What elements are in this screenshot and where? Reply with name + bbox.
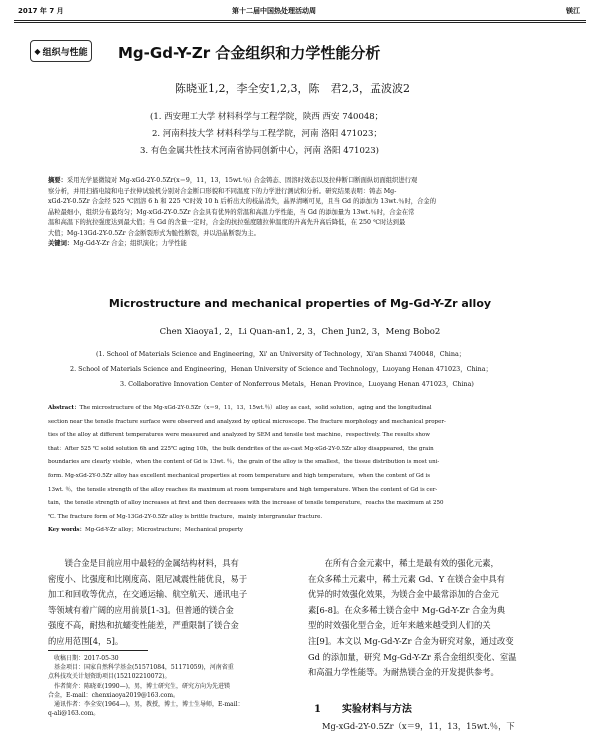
abstract-cn — [48, 176, 548, 250]
body-right-line: 素[6-8]。在众多稀土镁合金中 Mg-Gd-Y-Zr 合金为典 — [308, 604, 506, 615]
body-right-line: 注[9]。本文以 Mg-Gd-Y-Zr 合金为研究对象，通过改变 — [308, 635, 514, 646]
footnote-rule — [48, 650, 148, 651]
footnote-line: 点科技攻关计划资助项目(152102210072)。 — [48, 673, 171, 681]
abstract-cn-line: 温和高温下的抗拉强度达到最大值；当 Gd 的含量一定时，合金的抗拉强度随拉伸温度的升高先升高后降低，在 250 ℃时达到最 — [48, 219, 406, 226]
title-en: Microstructure and mechanical properties of Mg-Gd-Y-Zr alloy — [108, 297, 492, 310]
body-left-line: 密度小、比强度和比刚度高、阻尼减震性能优良，易于 — [48, 573, 248, 584]
abstract-cn-line: 采用光学显微镜对 Mg-xGd-2Y-0.5Zr(x＝9，11，13，15wt.％) 合金铸态、固溶时效态以及拉伸断口断面纵切面组织进行观 — [66, 177, 418, 184]
footnote-line: q-ali@163.com。 — [48, 710, 100, 718]
header-date: 2017 年 7 月 — [18, 7, 64, 15]
affiliation-en-2: 2. School of Materials Science and Engineering，Henan University of Science and Technology，Luoyang Henan 471023，China； — [70, 365, 492, 373]
footnote-line: 通讯作者：李全安(1964—)，男，教授，博士，博士生导师，E-mail： — [48, 701, 244, 709]
abstract-en-line: form. Mg-xGd-2Y-0.5Zr alloy has excellent mechanical properties at room temperature and high temperature，when the content of Gd is — [48, 472, 431, 479]
authors-cn: 陈晓亚1,2，李全安1,2,3，陈 君2,3，孟波波2 — [175, 82, 410, 95]
section-1-text: Mg-xGd-2Y-0.5Zr（x＝9，11，13，15wt.％，下 — [322, 721, 515, 731]
keywords-en-text: Mg-Gd-Y-Zr alloy；Microstructure；Mechanical property — [85, 527, 243, 534]
keywords-cn-text: Mg-Gd-Y-Zr 合金；组织演化；力学性能 — [73, 240, 187, 247]
footnote-line: 收稿日期：2017-05-30 — [48, 655, 119, 662]
header-rule — [14, 20, 586, 21]
body-left-column — [48, 556, 296, 650]
affiliation-cn-1: (1. 西安理工大学 材料科学与工程学院，陕西 西安 740048； — [150, 112, 384, 122]
section-tag-label: 组织与性能 — [42, 47, 88, 58]
body-right-line: Gd 的添加量，研究 Mg-Gd-Y-Zr 系合金组织变化、室温 — [308, 651, 517, 662]
body-right-line: 型的时效强化型合金，近年来越来越受到人们的关 — [308, 620, 491, 631]
authors-en: Chen Xiaoya1, 2，Li Quan-an1, 2, 3，Chen Jun2, 3，Meng Bobo2 — [159, 327, 441, 337]
keywords-cn-label: 关键词： — [48, 240, 74, 247]
tag-bullet-icon: ◆ — [34, 46, 41, 56]
affiliation-en-1: (1. School of Materials Science and Engineering，Xi' an University of Technology，Xi'an Shanxi 740048，China； — [96, 350, 466, 358]
abstract-en-line: The microstructure of the Mg-xGd-2Y-0.5Zr（x＝9，11，13，15wt.％）alloy as cast，solid solution，aging and the longitudinal — [79, 405, 432, 411]
body-right-line: 在所有合金元素中，稀土是最有效的强化元素， — [308, 558, 499, 568]
body-left-line: 等领域有着广阔的应用前景[1-3]。但普通的镁合金 — [48, 604, 234, 615]
abstract-en-line: ℃. The fracture form of Mg-13Gd-2Y-0.5Zr alloy is brittle fracture，mainly intergranular fracture. — [48, 513, 323, 520]
section-1-title: 实验材料与方法 — [341, 704, 412, 715]
abstract-en-line: boundaries are clearly visible，when the content of Gd is 13wt. ％，the grain of the alloy is the smallest，the tissue distribution is most uni- — [48, 459, 440, 466]
abstract-en-line: that：After 525 ℃ solid solution 6h and 225℃ aging 10h，the bulk dendrites of the as-cast Mg-xGd-2Y-0.5Zr alloy disappeared，the grain — [48, 445, 434, 452]
header-right: 镁江 — [566, 7, 580, 15]
body-left-line: 镁合金是目前应用中最轻的金属结构材料，具有 — [48, 558, 239, 568]
abstract-en-line: tain，the tensile strength of alloy increases at first and then decreases with the increase of tensile temperature，reachs the maximum at 250 — [48, 500, 444, 507]
body-right-line: 和高温力学性能等。为耐热镁合金的开发提供参考。 — [308, 667, 499, 678]
body-right-column — [308, 556, 554, 681]
abstract-en-line: 13wt. ％，the tensile strength of the alloy reaches its maximum at room temperature and high temperature. When the content of Gd is cer- — [48, 486, 438, 493]
abstract-cn-line: 晶粒最细小，组织分布最均匀；Mg-xGd-2Y-0.5Zr 合金具有优异的常温和高温力学性能，当 Gd 的添加量为 13wt.％时，合金在常 — [48, 208, 415, 216]
abstract-cn-line: 大值；Mg-13Gd-2Y-0.5Zr 合金断裂形式为脆性断裂，并以沿晶断裂为主。 — [48, 229, 260, 237]
footnote-line: 基金项目：国家自然科学基金(51571084，51171059)，河南省重 — [48, 664, 234, 672]
header-journal: 第十二届中国热处理活动周 — [232, 7, 316, 15]
abstract-en — [48, 402, 548, 538]
section-tag — [30, 40, 92, 62]
footnote-line: 作者简介：陈晓亚(1990—)，男，博士研究生，研究方向为先进镁 — [48, 682, 230, 690]
body-right-line: 优异的时效强化效果，为镁合金中最常添加的合金元 — [308, 589, 499, 600]
abstract-en-line: section near the tensile fracture surface were observed and analyzed by optical microscope. The fracture morphology and mechanical proper- — [48, 418, 446, 425]
body-left-line: 强度不高，耐热和抗蠕变性能差，严重限制了镁合金 — [48, 620, 239, 631]
section-1-heading — [314, 700, 412, 715]
section-1-number: 1 — [314, 704, 321, 715]
abstract-cn-label: 摘要： — [48, 177, 67, 184]
footnote-line: 合金，E-mail：chenxiaoya2019@163.com。 — [48, 691, 180, 699]
body-left-line: 的应用范围[4，5]。 — [48, 635, 124, 646]
affiliation-cn-2: 2. 河南科技大学 材料科学与工程学院，河南 洛阳 471023； — [152, 129, 382, 139]
abstract-cn-line: xGd-2Y-0.5Zr 合金经 525 ℃固溶 6 h 和 225 ℃时效 10 h 后析出大的枝晶消失，晶界清晰可见，且当 Gd 的添加为 13wt.％时，合金的 — [48, 198, 436, 205]
footnotes — [48, 654, 296, 718]
affiliation-cn-3: 3. 有色金属共性技术河南省协同创新中心，河南 洛阳 471023) — [140, 146, 379, 156]
body-left-line: 加工和回收等优点，在交通运输、航空航天、通讯电子 — [48, 589, 248, 600]
header-rule-2 — [14, 22, 586, 23]
abstract-en-line: ties of the alloy at different temperatures were measured and analyzed by SEM and tensile test machine，respectively. The results show — [48, 432, 430, 439]
body-right-line: 在众多稀土元素中，稀土元素 Gd、Y 在镁合金中具有 — [308, 573, 505, 584]
abstract-cn-line: 察分析，并用扫描电镜和电子拉伸试验机分别对合金断口形貌和不同温度下的力学进行测试和分析。研究结果表明：铸态 Mg- — [48, 187, 397, 195]
title-cn: Mg-Gd-Y-Zr 合金组织和力学性能分析 — [118, 44, 381, 62]
keywords-en-label: Key words： — [48, 527, 86, 534]
affiliation-en-3: 3. Collaborative Innovation Center of Nonferrous Metals，Henan Province，Luoyang Henan 471023，China) — [120, 380, 474, 388]
abstract-en-label: Abstract： — [48, 405, 80, 411]
